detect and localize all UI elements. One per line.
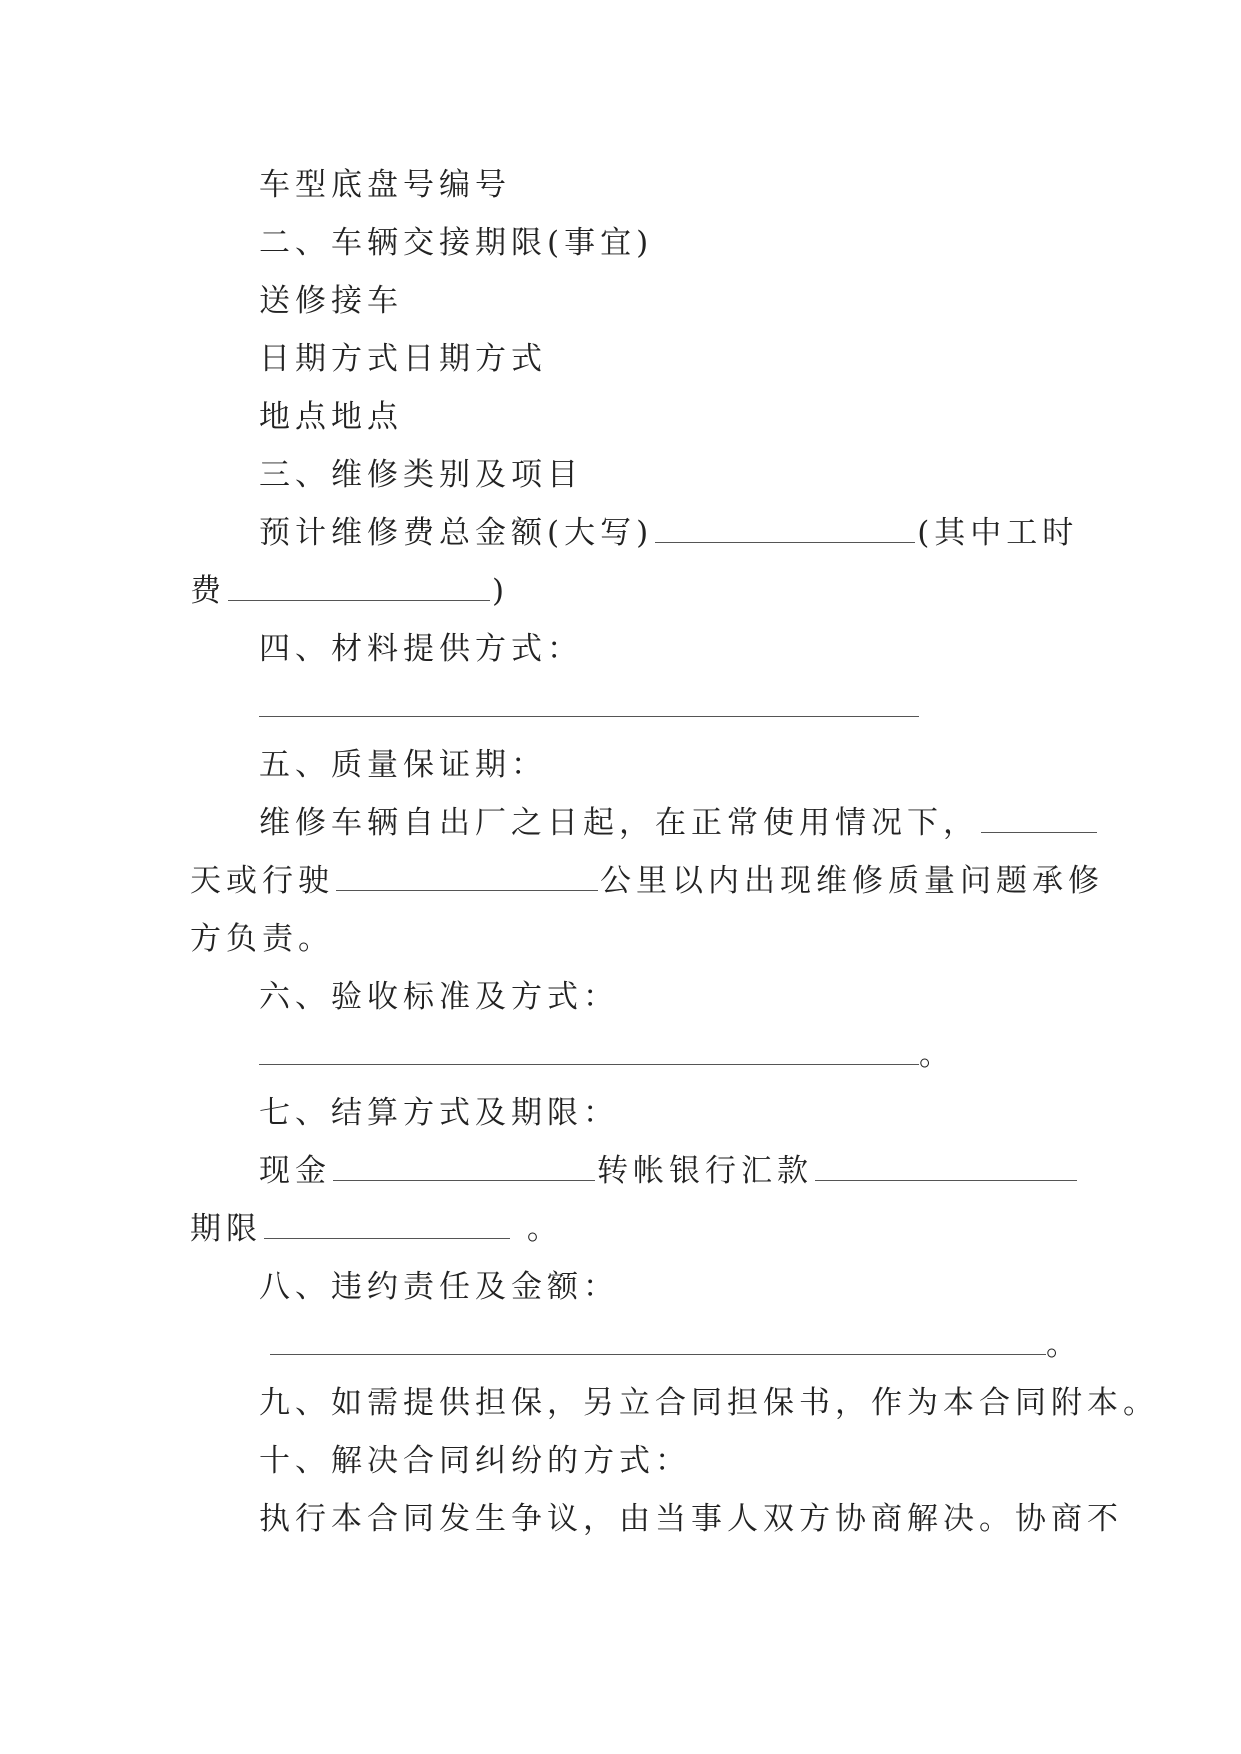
section-5-line-3: 方负责。 xyxy=(190,921,334,957)
term-blank[interactable] xyxy=(264,1214,510,1239)
section-5-title: 五、质量保证期： xyxy=(259,747,547,783)
cash-label: 现金 xyxy=(259,1153,331,1189)
section-7-line-2 xyxy=(190,1209,563,1249)
warranty-text-c: 公里以内出现维修质量问题承修 xyxy=(600,863,1104,899)
warranty-text-a: 维修车辆自出厂之日起，在正常使用情况下， xyxy=(259,805,979,841)
acceptance-standard-blank[interactable] xyxy=(259,1040,919,1065)
section-8-title: 八、违约责任及金额： xyxy=(259,1269,619,1305)
section-2-line-3: 地点地点 xyxy=(259,399,403,435)
section-7-line-1 xyxy=(259,1151,1079,1191)
section-2-title: 二、车辆交接期限(事宜) xyxy=(259,225,654,261)
section-10-title: 十、解决合同纠纷的方式： xyxy=(259,1443,691,1479)
liability-blank[interactable] xyxy=(270,1330,1046,1355)
transfer-blank[interactable] xyxy=(815,1156,1077,1181)
section-3-title: 三、维修类别及项目 xyxy=(259,457,583,493)
section-6-blank-line xyxy=(259,1035,955,1075)
labor-fee-blank[interactable] xyxy=(228,576,490,601)
section-3-labor-line xyxy=(190,571,509,611)
warranty-km-blank[interactable] xyxy=(336,866,598,891)
labor-fee-label: 费 xyxy=(190,573,226,609)
section-9-title: 九、如需提供担保，另立合同担保书，作为本合同附本。 xyxy=(259,1385,1159,1421)
total-cost-blank[interactable] xyxy=(655,518,915,543)
labor-cost-label: (其中工时 xyxy=(917,515,1079,551)
warranty-text-b: 天或行驶 xyxy=(190,863,334,899)
section-6-period: 。 xyxy=(919,1037,955,1073)
vehicle-line: 车型底盘号编号 xyxy=(259,167,511,203)
section-8-blank-line xyxy=(270,1325,1082,1365)
section-8-period: 。 xyxy=(1046,1327,1082,1363)
section-7-period: 。 xyxy=(512,1211,563,1247)
labor-fee-close: ) xyxy=(492,573,510,609)
warranty-days-blank[interactable] xyxy=(981,808,1097,833)
section-2-line-1: 送修接车 xyxy=(259,283,403,319)
material-method-blank[interactable] xyxy=(259,692,919,717)
section-2-line-2: 日期方式日期方式 xyxy=(259,341,547,377)
term-label: 期限 xyxy=(190,1211,262,1247)
section-3-cost-line xyxy=(259,513,1078,553)
section-5-line-2 xyxy=(190,861,1104,901)
section-4-title: 四、材料提供方式： xyxy=(259,631,583,667)
section-5-line-1 xyxy=(259,803,1099,843)
total-cost-label: 预计维修费总金额(大写) xyxy=(259,515,654,551)
section-6-title: 六、验收标准及方式： xyxy=(259,979,619,1015)
section-7-title: 七、结算方式及期限： xyxy=(259,1095,619,1131)
cash-blank[interactable] xyxy=(333,1156,595,1181)
transfer-label: 转帐银行汇款 xyxy=(597,1153,813,1189)
section-4-blank-line xyxy=(259,687,919,727)
section-10-text: 执行本合同发生争议，由当事人双方协商解决。协商不 xyxy=(259,1501,1123,1537)
